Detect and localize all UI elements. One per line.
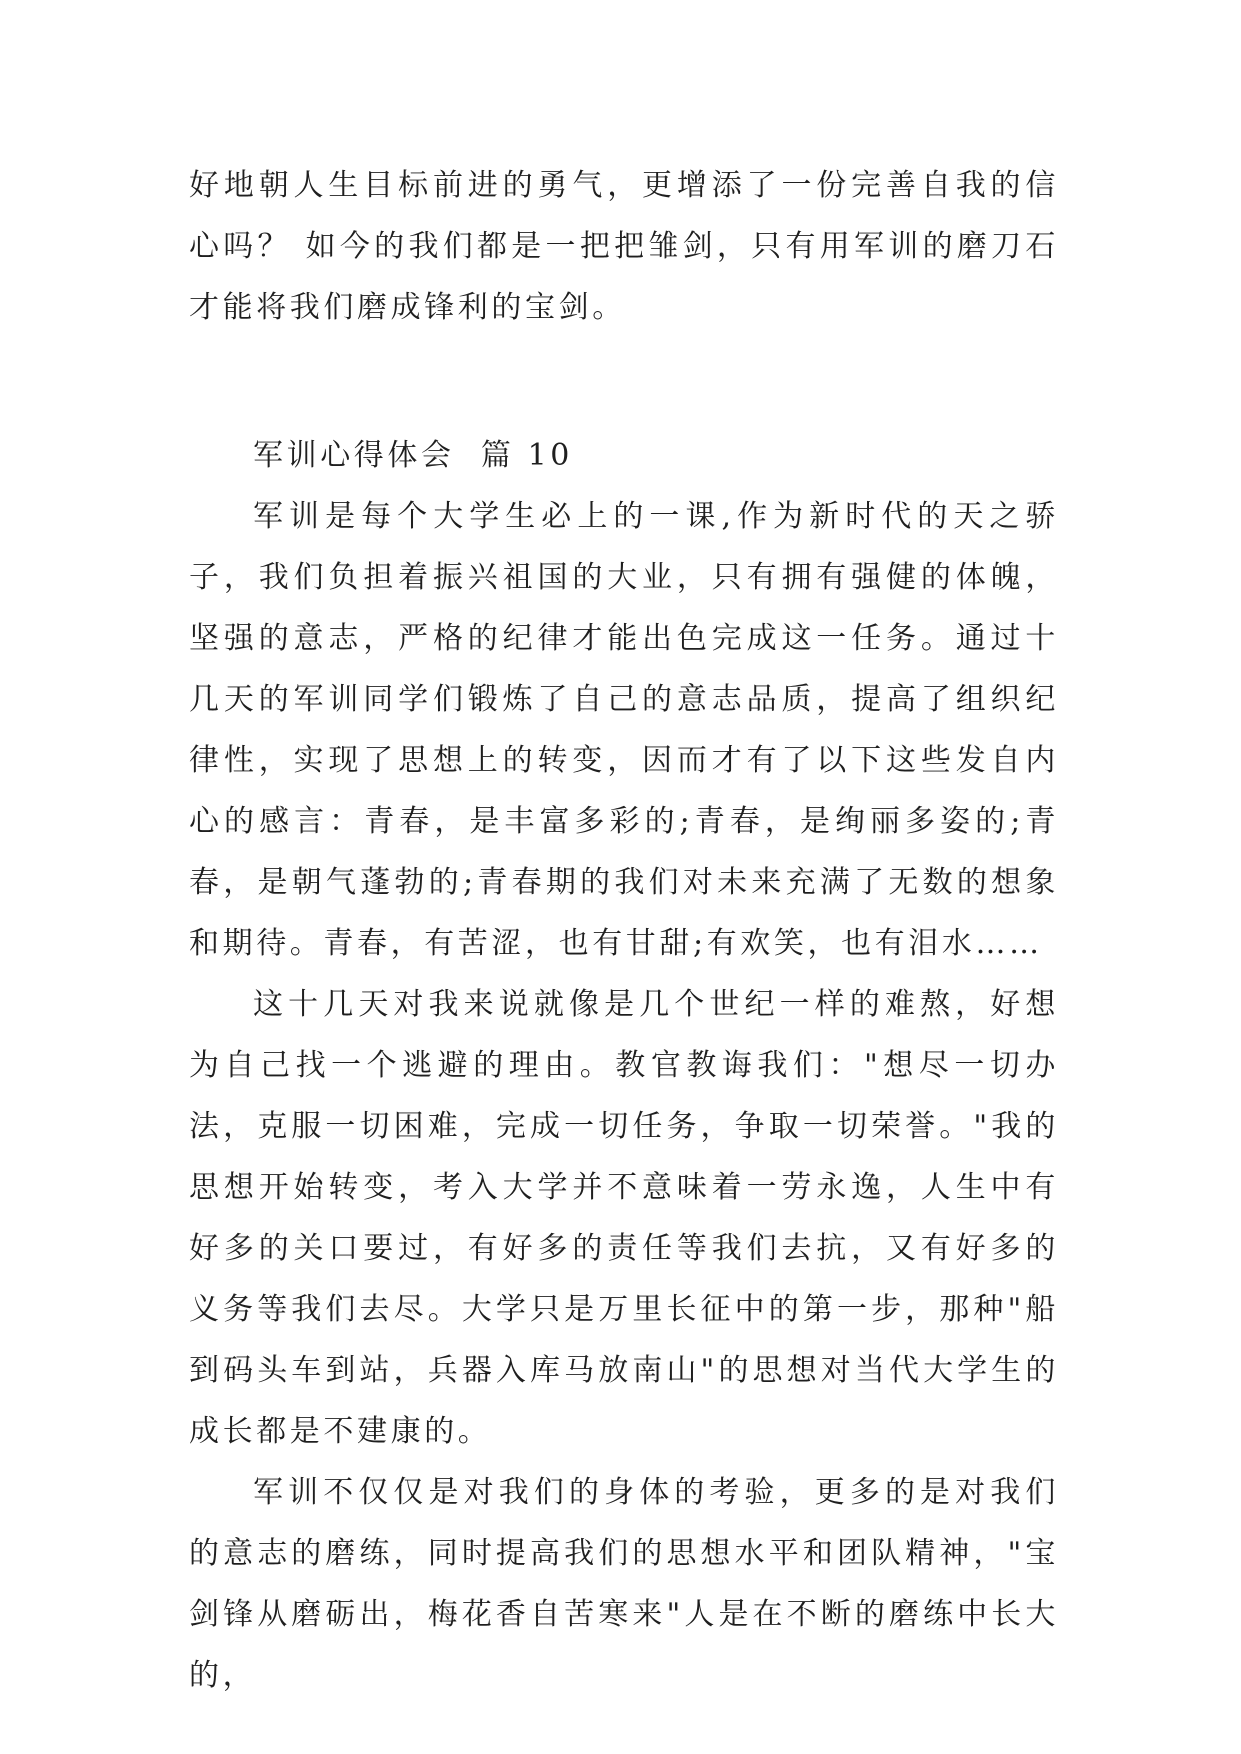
document-body [189,155,1059,1706]
section-heading: 军训心得体会 篇 10 [253,438,573,473]
body-paragraph: 军训不仅仅是对我们的身体的考验，更多的是对我们的意志的磨练，同时提高我们的思想水平和团队精神，"宝剑锋从磨砺出，梅花香自苦寒来"人是在不断的磨练中长大的， [189,1475,1059,1693]
body-paragraph: 这十几天对我来说就像是几个世纪一样的难熬，好想为自己找一个逃避的理由。教官教诲我们："想尽一切办法，克服一切困难，完成一切任务，争取一切荣誉。"我的思想开始转变，考入大学并不意味着一劳永逸，人生中有好多的关口要过，有好多的责任等我们去抗，又有好多的义务等我们去尽。大学只是万里长征中的第一步，那种"船到码头车到站，兵器入库马放南山"的思想对当代大学生的成长都是不建康的。 [189,987,1059,1449]
section-spacer [189,338,1059,425]
body-paragraph: 军训是每个大学生必上的一课,作为新时代的天之骄子，我们负担着振兴祖国的大业，只有拥有强健的体魄，坚强的意志，严格的纪律才能出色完成这一任务。通过十几天的军训同学们锻炼了自己的意志品质，提高了组织纪律性，实现了思想上的转变，因而才有了以下这些发自内心的感言：青春，是丰富多彩的;青春，是绚丽多姿的;青春，是朝气蓬勃的;青春期的我们对未来充满了无数的想象和期待。青春，有苦涩，也有甘甜;有欢笑，也有泪水…… [189,499,1059,961]
intro-paragraph: 好地朝人生目标前进的勇气，更增添了一份完善自我的信心吗？ 如今的我们都是一把把雏剑，只有用军训的磨刀石才能将我们磨成锋利的宝剑。 [189,168,1059,325]
